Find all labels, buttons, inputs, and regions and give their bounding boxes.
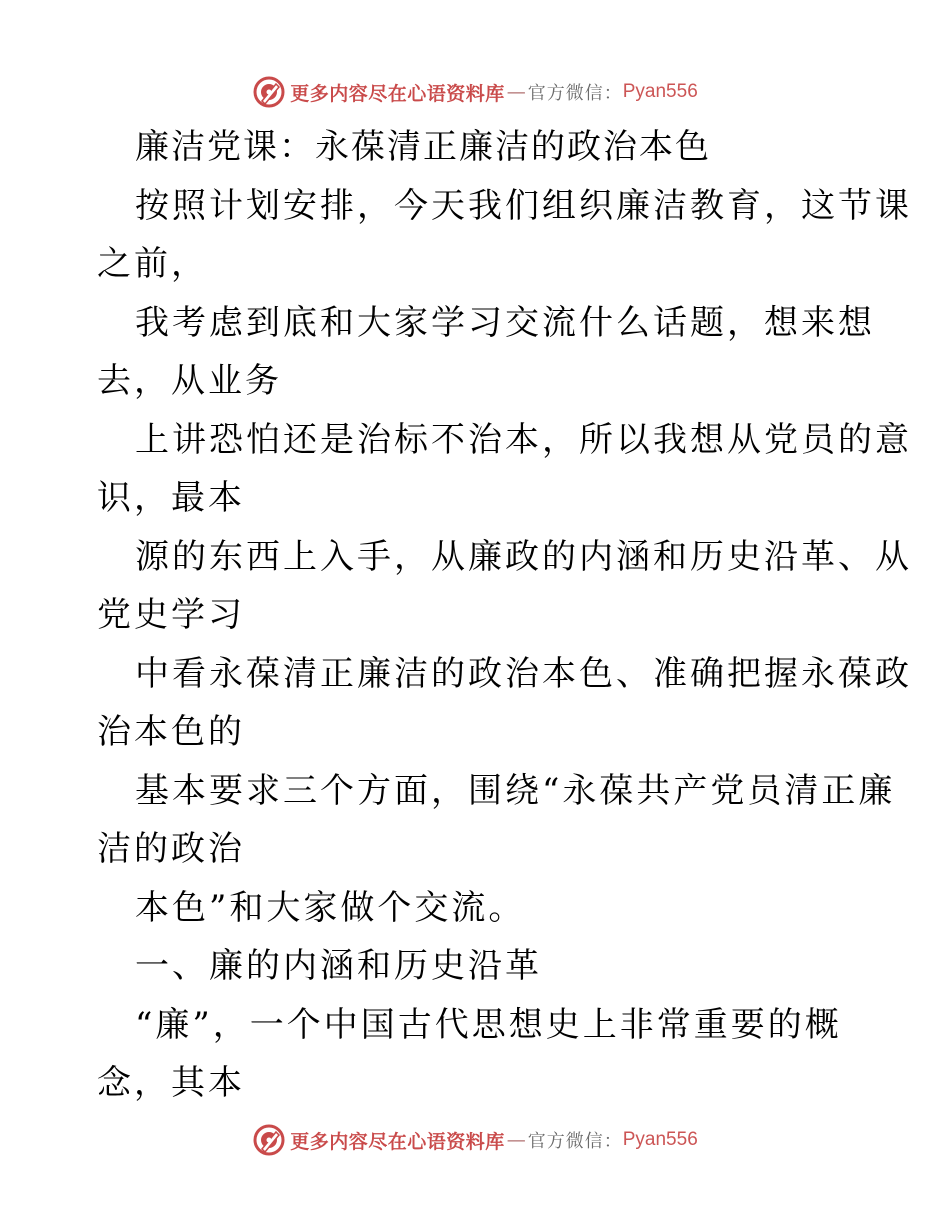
text-line: 中看永葆清正廉洁的政治本色、准确把握永葆政 (135, 653, 912, 694)
text-line: 本色”和大家做个交流。 (135, 887, 526, 928)
text-line: 去，从业务 (97, 361, 282, 401)
text-line: 洁的政治 (97, 829, 245, 869)
text-line: 识，最本 (97, 478, 245, 518)
text-line: 基本要求三个方面，围绕“永葆共产党员清正廉 (135, 770, 896, 811)
banner-separator: — (506, 1129, 526, 1151)
banner-wechat-id: Pyan556 (622, 81, 698, 102)
header-banner (0, 72, 950, 112)
text-line: 念，其本 (97, 1063, 245, 1103)
text-line: 治本色的 (97, 712, 245, 752)
text-line: 源的东西上入手，从廉政的内涵和历史沿革、从 (135, 536, 912, 577)
banner-wechat-id: Pyan556 (622, 1129, 698, 1150)
pen-logo-icon (252, 1123, 286, 1157)
banner-separator: — (506, 81, 526, 103)
banner-main-text: 更多内容尽在心语资料库 (290, 82, 505, 105)
section-heading: 一、廉的内涵和历史沿革 (135, 946, 542, 986)
text-line: 按照计划安排，今天我们组织廉洁教育，这节课 (135, 185, 912, 226)
document-body (97, 118, 912, 1113)
text-line: 我考虑到底和大家学习交流什么话题，想来想 (135, 302, 875, 343)
banner-main-text: 更多内容尽在心语资料库 (290, 1130, 505, 1153)
document-title: 廉洁党课：永葆清正廉洁的政治本色 (135, 127, 711, 167)
text-line: 党史学习 (97, 595, 245, 635)
text-line: 上讲恐怕还是治标不治本，所以我想从党员的意 (135, 419, 912, 460)
footer-banner (0, 1120, 950, 1160)
text-line: 之前， (97, 244, 208, 284)
banner-wechat-label: 官方微信： (527, 83, 623, 104)
banner-wechat-label: 官方微信： (527, 1131, 623, 1152)
text-line: “廉”，一个中国古代思想史上非常重要的概 (135, 1004, 842, 1045)
pen-logo-icon (252, 75, 286, 109)
